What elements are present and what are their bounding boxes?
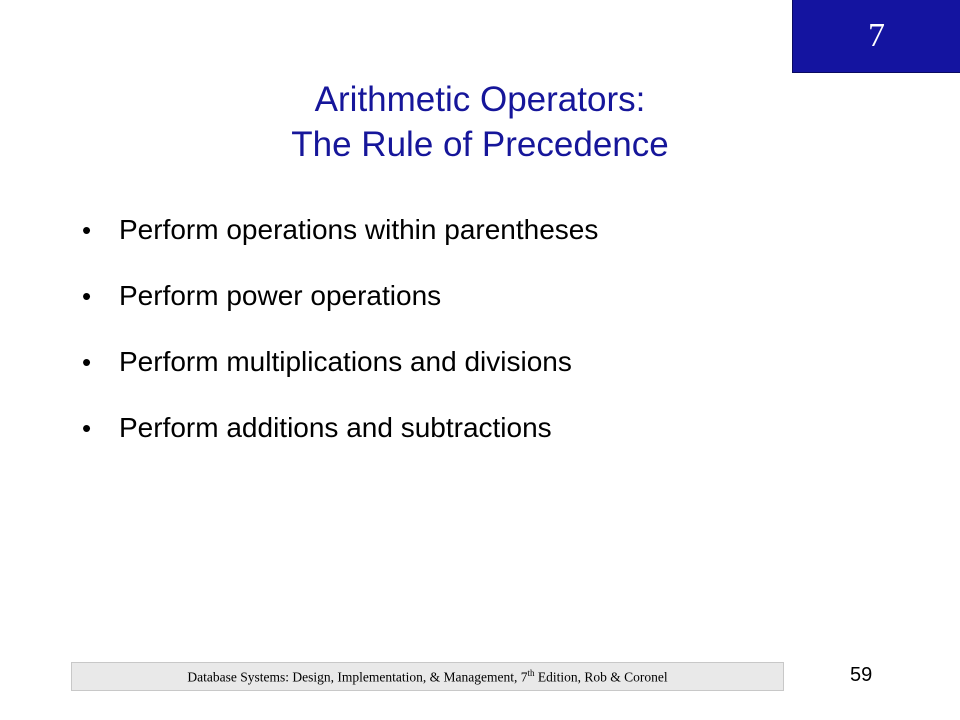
slide-title bbox=[180, 77, 780, 167]
list-item bbox=[82, 214, 598, 280]
list-item bbox=[82, 412, 598, 478]
list-item bbox=[82, 346, 598, 412]
footer-citation bbox=[187, 668, 667, 686]
bullet-text: Perform additions and subtractions bbox=[119, 412, 552, 443]
title-line-2: The Rule of Precedence bbox=[291, 125, 669, 164]
bullet-marker: • bbox=[82, 215, 92, 245]
bullet-text: Perform operations within parentheses bbox=[119, 214, 599, 245]
bullet-text: Perform multiplications and divisions bbox=[119, 346, 572, 377]
chapter-number: 7 bbox=[868, 17, 885, 54]
title-line-1: Arithmetic Operators: bbox=[314, 80, 646, 119]
bullet-marker: • bbox=[82, 281, 92, 311]
bullet-list bbox=[82, 214, 598, 478]
footer-text-main: Database Systems: Design, Implementation, & Management, 7 bbox=[187, 669, 528, 685]
bullet-text: Perform power operations bbox=[119, 280, 442, 311]
list-item bbox=[82, 280, 598, 346]
page-number: 59 bbox=[850, 664, 873, 686]
footer-superscript: th bbox=[527, 667, 535, 678]
footer-bar bbox=[71, 662, 784, 691]
bullet-marker: • bbox=[82, 413, 92, 443]
bullet-marker: • bbox=[82, 347, 92, 377]
chapter-badge bbox=[792, 0, 960, 73]
footer-text-edition: Edition, Rob & Coronel bbox=[534, 669, 668, 685]
